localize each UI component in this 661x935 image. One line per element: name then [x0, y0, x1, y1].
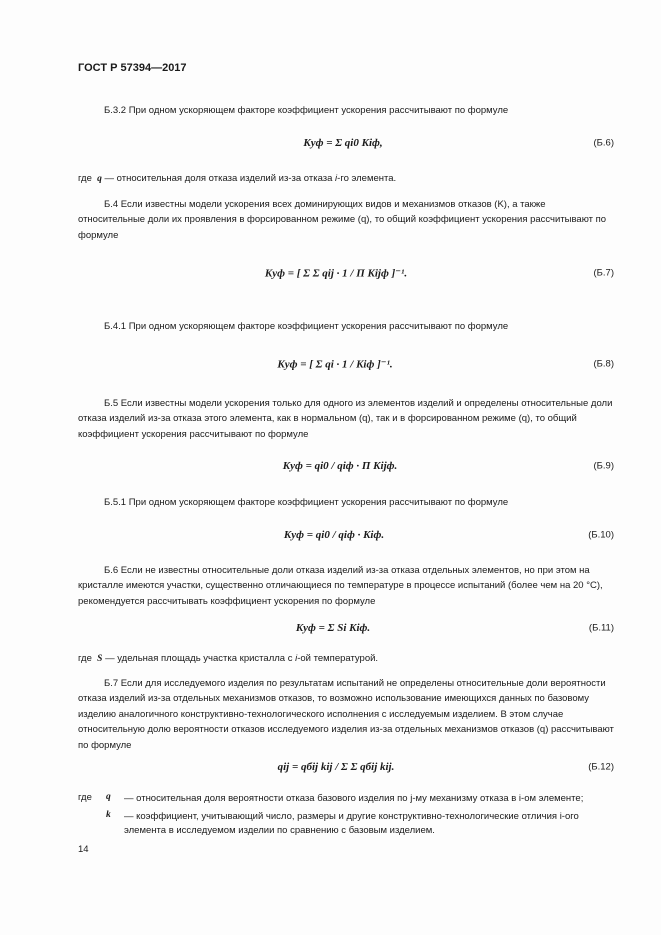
where-lead: где — [78, 173, 92, 184]
where-text-3b: — коэффициент, учитывающий число, размеры и другие конструктивно-технологические отличия i-ого элемента в исследуемом изделии по сравнению с базовым изделием. — [124, 811, 579, 836]
equation-number: (Б.8) — [593, 358, 614, 370]
equation-b11 — [0, 622, 661, 634]
equation-b8 — [0, 358, 661, 371]
formula: Kуф = [ Σ qi · 1 / Kiф ]⁻¹. — [277, 358, 393, 371]
formula: Kуф = qi0 / qiф · Kiф. — [283, 529, 385, 541]
paragraph-b41: Б.4.1 При одном ускоряющем факторе коэффициент ускорения рассчитывают по формуле — [104, 321, 509, 332]
equation-number: (Б.7) — [593, 267, 614, 279]
where-text: — удельная площадь участка кристалла с — [105, 653, 293, 664]
equation-b7 — [0, 267, 661, 280]
formula: Kуф = [ Σ Σ qij · 1 / Π Kijф ]⁻¹. — [264, 267, 408, 280]
where-clause-1 — [78, 172, 618, 186]
paragraph-b51: Б.5.1 При одном ускоряющем факторе коэффициент ускорения рассчитывают по формуле — [104, 497, 509, 508]
where-tail: -го элемента. — [337, 173, 397, 184]
where-lead: где — [78, 653, 92, 664]
formula: qij = qбij kij / Σ Σ qбij kij. — [277, 761, 395, 773]
equation-b6 — [0, 137, 661, 149]
paragraph-b32: Б.3.2 При одном ускоряющем факторе коэффициент ускорения рассчитывают по формуле — [104, 105, 509, 116]
where-clause-2 — [78, 652, 618, 666]
where-tail: -ой температурой. — [297, 653, 379, 664]
paragraph-b6: Б.6 Если не известны относительные доли отказа изделий из-за отказа отдельных элементов, но при этом на кристалле имеются участки, существенно отличающиеся по температуре в процессе испытаний (более чем на 20 °С), рекомендуется рассчитывать коэффициент ускорения по формуле — [78, 565, 603, 607]
index-letter: i — [335, 173, 338, 184]
formula: Kуф = Σ Si Kiф. — [295, 622, 371, 634]
page-number: 14 — [78, 844, 89, 855]
formula: Kуф = qi0 / qiф · Π Kijф. — [282, 460, 398, 472]
symbol-qb: q — [106, 792, 111, 802]
equation-number: (Б.6) — [593, 137, 614, 149]
symbol-k: k — [106, 810, 111, 820]
symbol: S — [97, 654, 103, 664]
equation-number: (Б.9) — [593, 460, 614, 472]
where-text-3a: — относительная доля вероятности отказа базового изделия по j-му механизму отказа в i-ом элементе; — [124, 793, 584, 804]
where-text: — относительная доля отказа изделий из-за отказа — [104, 173, 333, 184]
formula: Kуф = Σ qi0 Kiф, — [303, 137, 383, 149]
equation-b9 — [0, 460, 661, 472]
paragraph-b7: Б.7 Если для исследуемого изделия по результатам испытаний не определены относительные доли вероятности отказа изделий из-за отдельных механизмов отказов, то возможно использование имеющихся данных по базовому изделию аналогичного конструктивно-технологического исполнения с исследуемым изделием. В этом случае относительную долю вероятности отказов исследуемого изделия из-за отдельных механизмов отказов (q) рассчитывают по формуле — [78, 678, 614, 751]
equation-b12 — [0, 761, 661, 773]
equation-number: (Б.11) — [588, 622, 614, 634]
paragraph-b5: Б.5 Если известны модели ускорения только для одного из элементов изделий и определены относительные доли отказа изделий из-за отказа этого элемента, как в нормальном (q), так и в форсированном режиме (q), то общий коэффициент ускорения рассчитывают по формуле — [78, 398, 613, 440]
equation-number: (Б.12) — [588, 761, 614, 773]
symbol: q — [97, 174, 102, 184]
index-letter: i — [295, 653, 298, 664]
equation-b10 — [0, 529, 661, 541]
paragraph-b4: Б.4 Если известны модели ускорения всех доминирующих видов и механизмов отказов (K), а также относительные доли их проявления в форсированном режиме (q), то общий коэффициент ускорения рассчитывают по формуле — [78, 199, 607, 241]
where-lead-3: где — [78, 792, 92, 803]
document-header: ГОСТ Р 57394—2017 — [78, 62, 187, 74]
equation-number: (Б.10) — [588, 529, 614, 541]
